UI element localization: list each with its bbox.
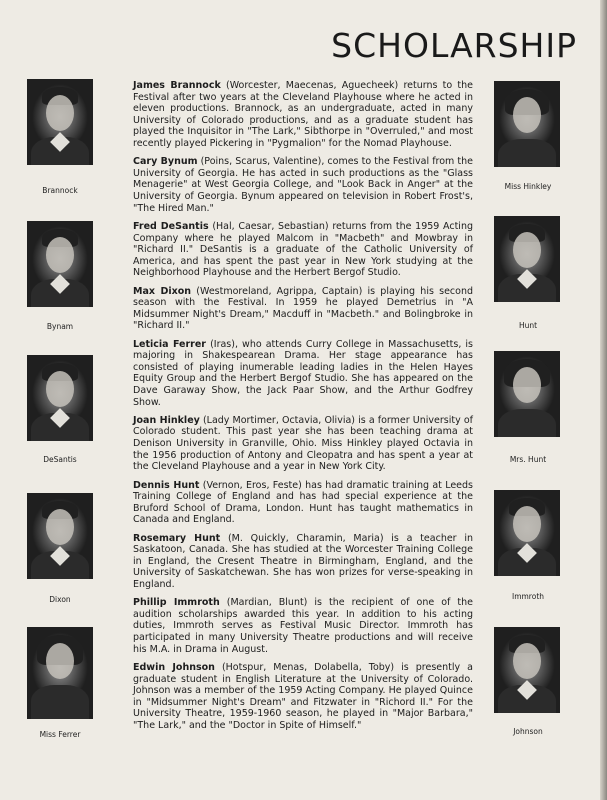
bio-name: Cary Bynum (133, 156, 198, 168)
bio-brannock (133, 80, 473, 150)
bio-text: (Hotspur, Menas, Dolabella, Toby) is presently a graduate student in English Literature at the University of Colorado. Johnson was a member of the 1959 Acting Company. He played Quince in "Midsummer Night's Dream" and Fitzwater in "Richord II." For the University Theatre, 1959-1960 season, he played in "Major Barbara," "The Lark," and the "Doctor in Spite of Himself." (133, 661, 473, 731)
caption-johnson: Johnson (513, 727, 543, 736)
caption-dixon: Dixon (49, 595, 71, 604)
bio-name: Fred DeSantis (133, 220, 209, 232)
photo-dixon (27, 493, 93, 579)
bio-name: Dennis Hunt (133, 479, 200, 491)
bio-bynum (133, 156, 473, 214)
bio-name: Phillip Immroth (133, 597, 220, 609)
page-edge-shadow (600, 0, 607, 800)
photo-immroth (494, 490, 560, 576)
caption-bynum: Bynam (46, 322, 74, 331)
bio-text: (Worcester, Maecenas, Aguecheek) returns to the Festival after two years at the Cleveland Playhouse where he acted in eleven productions. Brannock, as an undergraduate, acted in many University of Colorado productions, and as a graduate student has played the Inquisitor in "The Lark," Sibthorpe in "Overruled," and most recently played Pickering in "Pygmalion" for the Nomad Playhouse. (133, 80, 473, 149)
page-title: SCHOLARSHIP (331, 26, 577, 65)
caption-mrs-hunt: Mrs. Hunt (509, 455, 547, 464)
caption-hunt: Hunt (518, 321, 538, 330)
photo-brannock (27, 79, 93, 165)
bio-rosemary-hunt (133, 533, 473, 591)
bio-immroth (133, 597, 473, 655)
bio-text: (Poins, Scarus, Valentine), comes to the Festival from the University of Georgia. He has acted in such productions as the "Glass Menagerie" at West Georgia College, and "Look Back in Anger" at the University of Georgia. Bynum appeared on television in Robert Frost's, "The Hired Man." (133, 156, 473, 214)
caption-miss-hinkley: Miss Hinkley (504, 182, 552, 191)
bio-name: Joan Hinkley (133, 414, 200, 426)
caption-immroth: Immroth (511, 592, 545, 601)
caption-brannock: Brannock (42, 186, 78, 195)
bio-johnson (133, 662, 473, 732)
bio-name: James Brannock (133, 80, 221, 91)
photo-johnson (494, 627, 560, 713)
bio-text: (Iras), who attends Curry College in Massachusetts, is majoring in Shakespearean Drama. Her stage appearance has consisted of playing inumerable leading ladies in the Helen Hayes Equity Group and the Herbert Bergof Studio. She has appeared on the Dave Garaway Show, the Jack Paar Show, and the Arthur Godfrey Show. (133, 338, 473, 408)
bio-name: Rosemary Hunt (133, 532, 221, 544)
caption-desantis: DeSantis (43, 455, 77, 464)
photo-hunt (494, 216, 560, 302)
bio-ferrer (133, 339, 473, 409)
bio-name: Edwin Johnson (133, 661, 215, 673)
bio-dennis-hunt (133, 480, 473, 526)
photo-mrs-hunt (494, 351, 560, 437)
bio-dixon (133, 286, 473, 332)
bio-name: Max Dixon (133, 285, 192, 297)
photo-desantis (27, 355, 93, 441)
bio-hinkley (133, 415, 473, 473)
bio-text: (Mardian, Blunt) is the recipient of one of the audition scholarships awarded this year. In addition to his acting duties, Immroth serves as Festival Music Director. Immroth has participated in many University Theatre productions and will receive his M.A. in Drama in August. (133, 597, 473, 655)
photo-miss-hinkley (494, 81, 560, 167)
bio-text: (Westmoreland, Agrippa, Captain) is playing his second season with the Festival. In 1959 he played Demetrius in "A Midsummer Night's Dream," Macduff in "Macbeth." and Bolingbroke in "Richard II." (133, 285, 474, 332)
caption-miss-ferrer: Miss Ferrer (39, 730, 81, 739)
bio-text: (Lady Mortimer, Octavia, Olivia) is a former University of Colorado student. This past year she has been teaching drama at Denison University in Granville, Ohio. Miss Hinkley played Octavia in the 1956 production of Antony and Cleopatra and has spent a year at the Cleveland Playhouse and a year in New York City. (133, 414, 473, 473)
biographies (133, 80, 473, 738)
photo-bynum (27, 221, 93, 307)
photo-miss-ferrer (27, 627, 93, 719)
bio-text: (Hal, Caesar, Sebastian) returns from the 1959 Acting Company where he played Malcom in "Macbeth" and Mowbray in "Richard II." DeSantis is a graduate of the Catholic University of America, and has spent the past year in New York studying at the Neighborhood Playhouse and the Herbert Bergof Studio. (133, 220, 473, 279)
bio-name: Leticia Ferrer (133, 338, 206, 350)
bio-desantis (133, 221, 473, 279)
bio-text: (M. Quickly, Charamin, Maria) is a teacher in Saskatoon, Canada. She has studied at the Worcester Training College in England, the Cresent Theatre in Birmingham, England, and the University of Saskatchewan. She has won prizes for verse-speaking in England. (133, 532, 474, 590)
bio-text: (Vernon, Eros, Feste) has had dramatic training at Leeds Training College of England and has had special experience at the Bruford School of Drama, London. Hunt has taught mathematics in Canada and England. (133, 479, 473, 526)
